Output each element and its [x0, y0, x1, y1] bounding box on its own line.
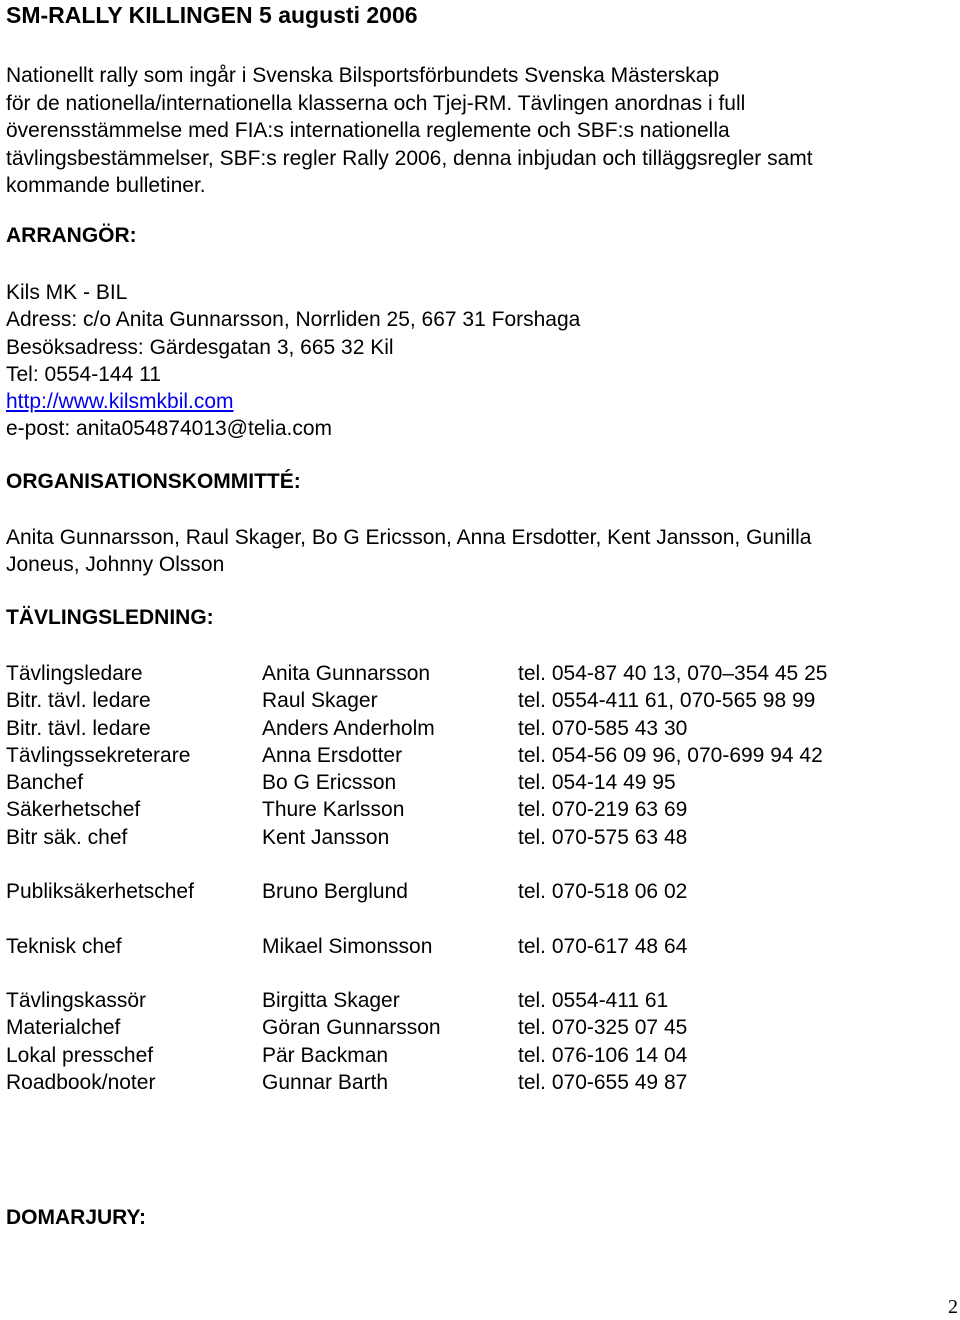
intro-paragraph	[6, 62, 951, 200]
organisation-line: Joneus, Johnny Olsson	[6, 553, 225, 577]
arranger-phone: Tel: 0554-144 11	[6, 362, 161, 386]
staff-group-1	[6, 660, 827, 851]
staff-person: Birgitta Skager	[262, 989, 400, 1012]
staff-person: Mikael Simonsson	[262, 935, 433, 958]
intro-line: för de nationella/internationella klasserna och Tjej-RM. Tävlingen anordnas i full	[6, 91, 746, 115]
staff-phone: tel. 070-518 06 02	[518, 880, 688, 903]
staff-phone: tel. 076-106 14 04	[518, 1043, 688, 1067]
intro-line: tävlingsbestämmelser, SBF:s regler Rally 2006, denna inbjudan och tilläggsregler samt	[6, 146, 813, 170]
staff-person: Thure Karlsson	[262, 798, 405, 822]
staff-row	[6, 987, 687, 1014]
staff-row	[6, 769, 827, 796]
staff-phone: tel. 070-585 43 30	[518, 716, 688, 740]
staff-group-2	[6, 878, 687, 905]
staff-person: Anna Ersdotter	[262, 743, 403, 767]
staff-person: Gunnar Barth	[262, 1070, 389, 1094]
staff-row	[6, 660, 827, 687]
staff-row	[6, 1014, 687, 1041]
staff-row	[6, 878, 687, 905]
staff-phone: tel. 070-655 49 87	[518, 1070, 688, 1094]
staff-phone: tel. 070-219 63 69	[518, 798, 688, 822]
staff-row	[6, 687, 827, 714]
arranger-details	[6, 279, 580, 443]
arranger-email: e-post: anita054874013@telia.com	[6, 417, 333, 441]
staff-row	[6, 742, 827, 769]
arranger-heading: ARRANGÖR:	[6, 224, 137, 247]
staff-phone: tel. 070-325 07 45	[518, 1016, 688, 1040]
staff-row	[6, 824, 827, 851]
staff-row	[6, 933, 687, 960]
staff-role: Teknisk chef	[6, 935, 122, 958]
organisation-members	[6, 524, 811, 579]
staff-row	[6, 1069, 687, 1096]
intro-line: överensstämmelse med FIA:s internationella reglemente och SBF:s nationella	[6, 119, 730, 142]
staff-group-3	[6, 933, 687, 960]
staff-role: Bitr. tävl. ledare	[6, 689, 151, 713]
staff-person: Anita Gunnarsson	[262, 662, 431, 685]
staff-person: Bruno Berglund	[262, 880, 408, 903]
staff-phone: tel. 054-14 49 95	[518, 771, 676, 795]
staff-person: Bo G Ericsson	[262, 771, 397, 795]
staff-person: Pär Backman	[262, 1043, 389, 1067]
arranger-name: Kils MK - BIL	[6, 281, 128, 304]
intro-line: Nationellt rally som ingår i Svenska Bilsportsförbundets Svenska Mästerskap	[6, 64, 720, 87]
staff-role: Materialchef	[6, 1016, 121, 1040]
arranger-visit-address: Besöksadress: Gärdesgatan 3, 665 32 Kil	[6, 335, 394, 359]
staff-role: Lokal presschef	[6, 1043, 154, 1067]
page-number: 2	[948, 1296, 958, 1318]
staff-role: Bitr säk. chef	[6, 825, 128, 849]
staff-phone: tel. 0554-411 61, 070-565 98 99	[518, 689, 816, 713]
staff-phone: tel. 0554-411 61	[518, 989, 669, 1012]
organisation-heading: ORGANISATIONSKOMMITTÉ:	[6, 470, 301, 493]
arranger-address: Adress: c/o Anita Gunnarsson, Norrliden 25, 667 31 Forshaga	[6, 308, 581, 332]
arranger-website-link[interactable]: http://www.kilsmkbil.com	[6, 390, 234, 414]
intro-line: kommande bulletiner.	[6, 174, 206, 197]
staff-phone: tel. 054-56 09 96, 070-699 94 42	[518, 743, 823, 767]
staff-role: Banchef	[6, 771, 84, 795]
staff-phone: tel. 070-617 48 64	[518, 935, 688, 958]
leadership-heading: TÄVLINGSLEDNING:	[6, 606, 214, 629]
organisation-line: Anita Gunnarsson, Raul Skager, Bo G Ericsson, Anna Ersdotter, Kent Jansson, Gunilla	[6, 526, 812, 549]
staff-row	[6, 715, 827, 742]
jury-heading: DOMARJURY:	[6, 1206, 146, 1229]
document-page	[6, 0, 956, 1320]
staff-role: Tävlingssekreterare	[6, 743, 191, 767]
staff-role: Säkerhetschef	[6, 798, 141, 822]
staff-role: Tävlingskassör	[6, 989, 147, 1012]
staff-person: Kent Jansson	[262, 825, 390, 849]
staff-group-4	[6, 987, 687, 1096]
document-title: SM-RALLY KILLINGEN 5 augusti 2006	[6, 2, 418, 28]
staff-person: Anders Anderholm	[262, 716, 435, 740]
staff-role: Roadbook/noter	[6, 1070, 156, 1094]
staff-row	[6, 1042, 687, 1069]
staff-person: Raul Skager	[262, 689, 378, 713]
staff-role: Tävlingsledare	[6, 662, 143, 685]
staff-role: Publiksäkerhetschef	[6, 880, 194, 903]
staff-phone: tel. 070-575 63 48	[518, 825, 688, 849]
staff-person: Göran Gunnarsson	[262, 1016, 441, 1040]
staff-role: Bitr. tävl. ledare	[6, 716, 151, 740]
staff-phone: tel. 054-87 40 13, 070–354 45 25	[518, 662, 828, 685]
staff-row	[6, 796, 827, 823]
